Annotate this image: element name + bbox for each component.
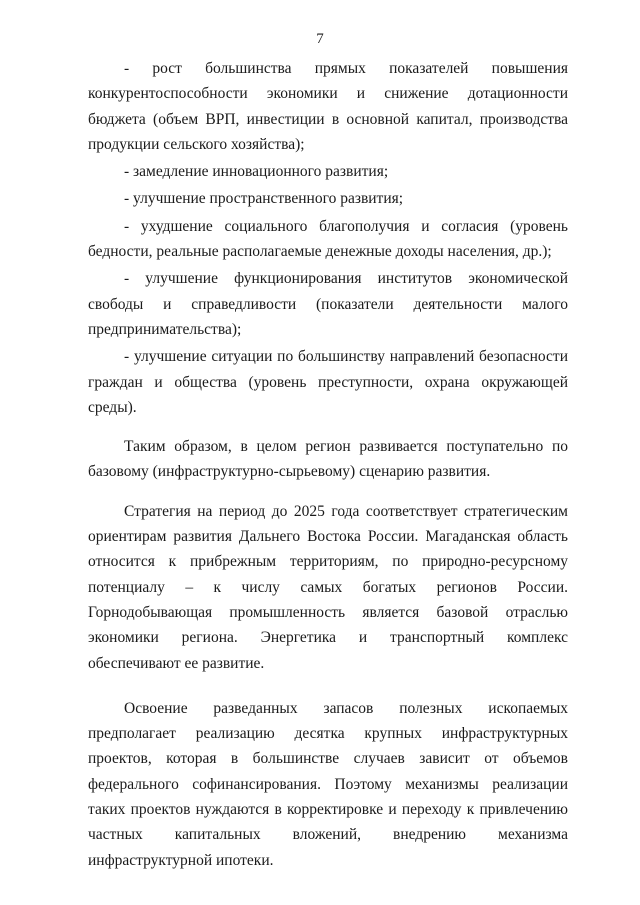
- bullet-innovation: - замедление инновационного развития;: [124, 163, 389, 181]
- bullet-institutions: - улучшение функционирования институтов экономической свободы и справедливости (показатели деятельности малого предпринимательства);: [88, 270, 568, 338]
- page-number: 7: [316, 31, 324, 47]
- bullet-spatial: - улучшение пространственного развития;: [124, 190, 404, 208]
- paragraph-resources: Освоение разведанных запасов полезных ископаемых предполагает реализацию десятка крупных инфраструктурных проектов, которая в большинстве случаев зависит от объемов федерального софинансирования. Поэтому механизмы реализации таких проектов нуждаются в корректировке и переходу к привлечению частных капитальных вложений, внедрению механизма инфраструктурной ипотеки.: [88, 699, 568, 869]
- paragraph-conclusion: Таким образом, в целом регион развивается поступательно по базовому (инфраструктурно-сырьевому) сценарию развития.: [88, 438, 568, 481]
- bullet-security: - улучшение ситуации по большинству направлений безопасности граждан и общества (уровень преступности, охрана окружающей среды).: [88, 348, 568, 416]
- bullet-competitiveness: - рост большинства прямых показателей повышения конкурентоспособности экономики и снижение дотационности бюджета (объем ВРП, инвестиции в основной капитал, производства продукции сельского хозяйства);: [88, 60, 568, 153]
- document-body: [88, 56, 568, 873]
- bullet-social: - ухудшение социального благополучия и согласия (уровень бедности, реальные располагаемые денежные доходы населения, др.);: [88, 217, 568, 261]
- paragraph-strategy: Стратегия на период до 2025 года соответствует стратегическим ориентирам развития Дальнего Востока России. Магаданская область относится к прибрежным территориям, по природно-ресурсному потенциалу – к числу самых богатых регионов России. Горнодобывающая промышленность является базовой отраслью экономики региона. Энергетика и транспортный комплекс обеспечивают ее развитие.: [88, 502, 568, 672]
